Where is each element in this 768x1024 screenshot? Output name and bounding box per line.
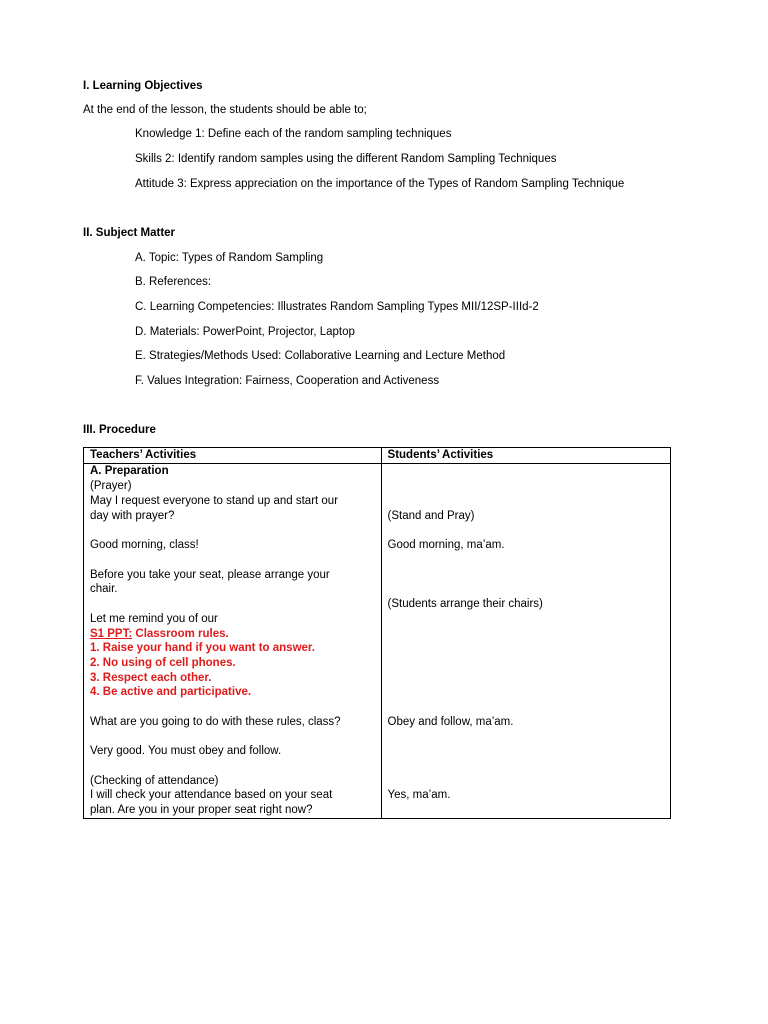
subject-values: F. Values Integration: Fairness, Cooperation and Activeness bbox=[135, 375, 440, 387]
teacher-line: plan. Are you in your proper seat right now? bbox=[90, 804, 313, 816]
table-header-row bbox=[84, 448, 671, 464]
procedure-heading: III. Procedure bbox=[83, 424, 156, 436]
student-line: (Stand and Pray) bbox=[387, 510, 475, 522]
student-line: Yes, ma’am. bbox=[387, 789, 451, 801]
subject-references: B. References: bbox=[135, 276, 212, 288]
teacher-line: I will check your attendance based on your seat bbox=[90, 789, 333, 801]
teacher-line: chair. bbox=[90, 583, 118, 595]
rule-item: 4. Be active and participative. bbox=[90, 686, 252, 698]
teacher-line: (Prayer) bbox=[90, 480, 132, 492]
objective-knowledge: Knowledge 1: Define each of the random sampling techniques bbox=[135, 128, 452, 140]
classroom-rules-label: Classroom rules. bbox=[135, 628, 229, 640]
rule-item: 2. No using of cell phones. bbox=[90, 657, 236, 669]
student-line: (Students arrange their chairs) bbox=[387, 598, 543, 610]
teacher-line: Good morning, class! bbox=[90, 539, 199, 551]
rule-item: 3. Respect each other. bbox=[90, 672, 212, 684]
teacher-line: day with prayer? bbox=[90, 510, 175, 522]
objectives-heading: I. Learning Objectives bbox=[83, 80, 203, 92]
teacher-line: Very good. You must obey and follow. bbox=[90, 745, 282, 757]
subject-strategies: E. Strategies/Methods Used: Collaborative Learning and Lecture Method bbox=[135, 350, 506, 362]
procedure-table bbox=[83, 447, 671, 819]
teacher-line: Let me remind you of our bbox=[90, 613, 218, 625]
students-column-header: Students’ Activities bbox=[381, 448, 670, 464]
teacher-line: Before you take your seat, please arrange your bbox=[90, 569, 330, 581]
objective-attitude: Attitude 3: Express appreciation on the importance of the Types of Random Sampling Technique bbox=[135, 178, 625, 190]
student-line: Obey and follow, ma’am. bbox=[387, 716, 514, 728]
ppt-slide-label: S1 PPT: bbox=[90, 628, 133, 640]
teachers-column-header: Teachers’ Activities bbox=[84, 448, 382, 464]
students-activities-cell bbox=[381, 464, 670, 819]
student-line: Good morning, ma’am. bbox=[387, 539, 505, 551]
objective-skills: Skills 2: Identify random samples using the different Random Sampling Techniques bbox=[135, 153, 557, 165]
preparation-heading: A. Preparation bbox=[90, 465, 169, 477]
objectives-intro: At the end of the lesson, the students should be able to; bbox=[83, 104, 367, 116]
rule-item: 1. Raise your hand if you want to answer. bbox=[90, 642, 315, 654]
subject-competencies: C. Learning Competencies: Illustrates Random Sampling Types MII/12SP-IIId-2 bbox=[135, 301, 539, 313]
subject-heading: II. Subject Matter bbox=[83, 227, 176, 239]
teacher-line: May I request everyone to stand up and start our bbox=[90, 495, 339, 507]
subject-topic: A. Topic: Types of Random Sampling bbox=[135, 252, 324, 264]
table-row bbox=[84, 464, 671, 819]
subject-materials: D. Materials: PowerPoint, Projector, Laptop bbox=[135, 326, 355, 338]
teachers-activities-cell bbox=[84, 464, 382, 819]
classroom-rules-line bbox=[90, 627, 229, 642]
teacher-line: (Checking of attendance) bbox=[90, 775, 219, 787]
teacher-line: What are you going to do with these rules, class? bbox=[90, 716, 341, 728]
